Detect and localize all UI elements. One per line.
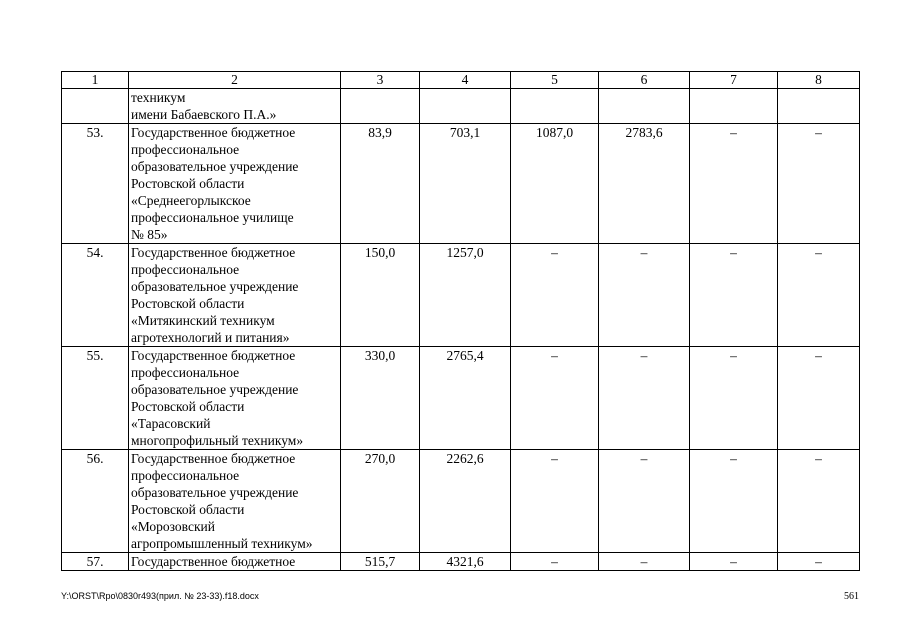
institution-name-cell — [129, 244, 341, 347]
row-number-cell: 53. — [62, 124, 129, 244]
value-cell-c7: – — [690, 553, 778, 571]
institution-name-line: техникум — [131, 90, 186, 105]
header-cell: 6 — [599, 72, 690, 89]
value-cell-c4: 1257,0 — [420, 244, 511, 347]
value-cell-c8: – — [778, 124, 860, 244]
value-cell-c8: – — [778, 450, 860, 553]
institution-name-line: Государственное бюджетное — [131, 125, 296, 140]
budget-table — [61, 71, 860, 571]
institution-name-line: образовательное учреждение — [131, 382, 299, 397]
institution-name-line: «Митякинский техникум — [131, 313, 275, 328]
value-cell-c5: 1087,0 — [511, 124, 599, 244]
institution-name-line: профессиональное — [131, 142, 240, 157]
value-cell-c3: 83,9 — [341, 124, 420, 244]
institution-name-line: «Тарасовский — [131, 416, 211, 431]
row-number-cell: 57. — [62, 553, 129, 571]
institution-name-line: Ростовской области — [131, 176, 245, 191]
header-cell: 5 — [511, 72, 599, 89]
institution-name-line: образовательное учреждение — [131, 279, 299, 294]
institution-name-cell — [129, 124, 341, 244]
value-cell-c7 — [690, 89, 778, 124]
header-cell: 3 — [341, 72, 420, 89]
institution-name-line: профессиональное — [131, 365, 240, 380]
row-number-cell — [62, 89, 129, 124]
institution-name-cell — [129, 450, 341, 553]
row-number-cell: 54. — [62, 244, 129, 347]
value-cell-c8 — [778, 89, 860, 124]
institution-name-line: агротехнологий и питания» — [131, 330, 290, 345]
institution-name-line: Ростовской области — [131, 502, 245, 517]
value-cell-c6: – — [599, 450, 690, 553]
value-cell-c5: – — [511, 450, 599, 553]
value-cell-c7: – — [690, 347, 778, 450]
institution-name-line: Ростовской области — [131, 399, 245, 414]
institution-name-line: Государственное бюджетное — [131, 451, 296, 466]
footer-file-path: Y:\ORST\Rpo\0830r493(прил. № 23-33).f18.docx — [61, 591, 259, 601]
value-cell-c3: 150,0 — [341, 244, 420, 347]
value-cell-c4 — [420, 89, 511, 124]
value-cell-c3 — [341, 89, 420, 124]
institution-name-line: Ростовской области — [131, 296, 245, 311]
value-cell-c7: – — [690, 450, 778, 553]
value-cell-c3: 515,7 — [341, 553, 420, 571]
value-cell-c6: – — [599, 347, 690, 450]
table-row — [62, 553, 860, 571]
institution-name-line: образовательное учреждение — [131, 159, 299, 174]
header-cell: 8 — [778, 72, 860, 89]
value-cell-c5: – — [511, 347, 599, 450]
institution-name-line: № 85» — [131, 227, 168, 242]
value-cell-c4: 4321,6 — [420, 553, 511, 571]
value-cell-c6: – — [599, 244, 690, 347]
value-cell-c4: 703,1 — [420, 124, 511, 244]
institution-name-cell — [129, 89, 341, 124]
institution-name-line: имени Бабаевского П.А.» — [131, 107, 277, 122]
table-row — [62, 450, 860, 553]
value-cell-c3: 330,0 — [341, 347, 420, 450]
table-header-row — [62, 72, 860, 89]
value-cell-c8: – — [778, 347, 860, 450]
institution-name-line: профессиональное — [131, 468, 240, 483]
value-cell-c8: – — [778, 244, 860, 347]
institution-name-line: профессиональное училище — [131, 210, 294, 225]
value-cell-c4: 2262,6 — [420, 450, 511, 553]
value-cell-c3: 270,0 — [341, 450, 420, 553]
institution-name-line: «Среднеегорлыкское — [131, 193, 251, 208]
institution-name-line: «Морозовский — [131, 519, 215, 534]
value-cell-c6 — [599, 89, 690, 124]
header-cell: 2 — [129, 72, 341, 89]
header-cell: 1 — [62, 72, 129, 89]
value-cell-c7: – — [690, 244, 778, 347]
institution-name-line: агропромышленный техникум» — [131, 536, 313, 551]
value-cell-c5: – — [511, 244, 599, 347]
value-cell-c5 — [511, 89, 599, 124]
value-cell-c7: – — [690, 124, 778, 244]
value-cell-c6: 2783,6 — [599, 124, 690, 244]
value-cell-c5: – — [511, 553, 599, 571]
institution-name-cell — [129, 347, 341, 450]
institution-name-line: многопрофильный техникум» — [131, 433, 304, 448]
row-number-cell: 55. — [62, 347, 129, 450]
table-row — [62, 347, 860, 450]
institution-name-line: профессиональное — [131, 262, 240, 277]
institution-name-line: образовательное учреждение — [131, 485, 299, 500]
header-cell: 4 — [420, 72, 511, 89]
value-cell-c4: 2765,4 — [420, 347, 511, 450]
institution-name-line: Государственное бюджетное — [131, 348, 296, 363]
header-cell: 7 — [690, 72, 778, 89]
value-cell-c6: – — [599, 553, 690, 571]
table-row — [62, 124, 860, 244]
row-number-cell: 56. — [62, 450, 129, 553]
value-cell-c8: – — [778, 553, 860, 571]
institution-name-line: Государственное бюджетное — [131, 554, 296, 569]
table-row — [62, 89, 860, 124]
institution-name-cell — [129, 553, 341, 571]
footer-page-number: 561 — [844, 591, 859, 602]
table-row — [62, 244, 860, 347]
institution-name-line: Государственное бюджетное — [131, 245, 296, 260]
